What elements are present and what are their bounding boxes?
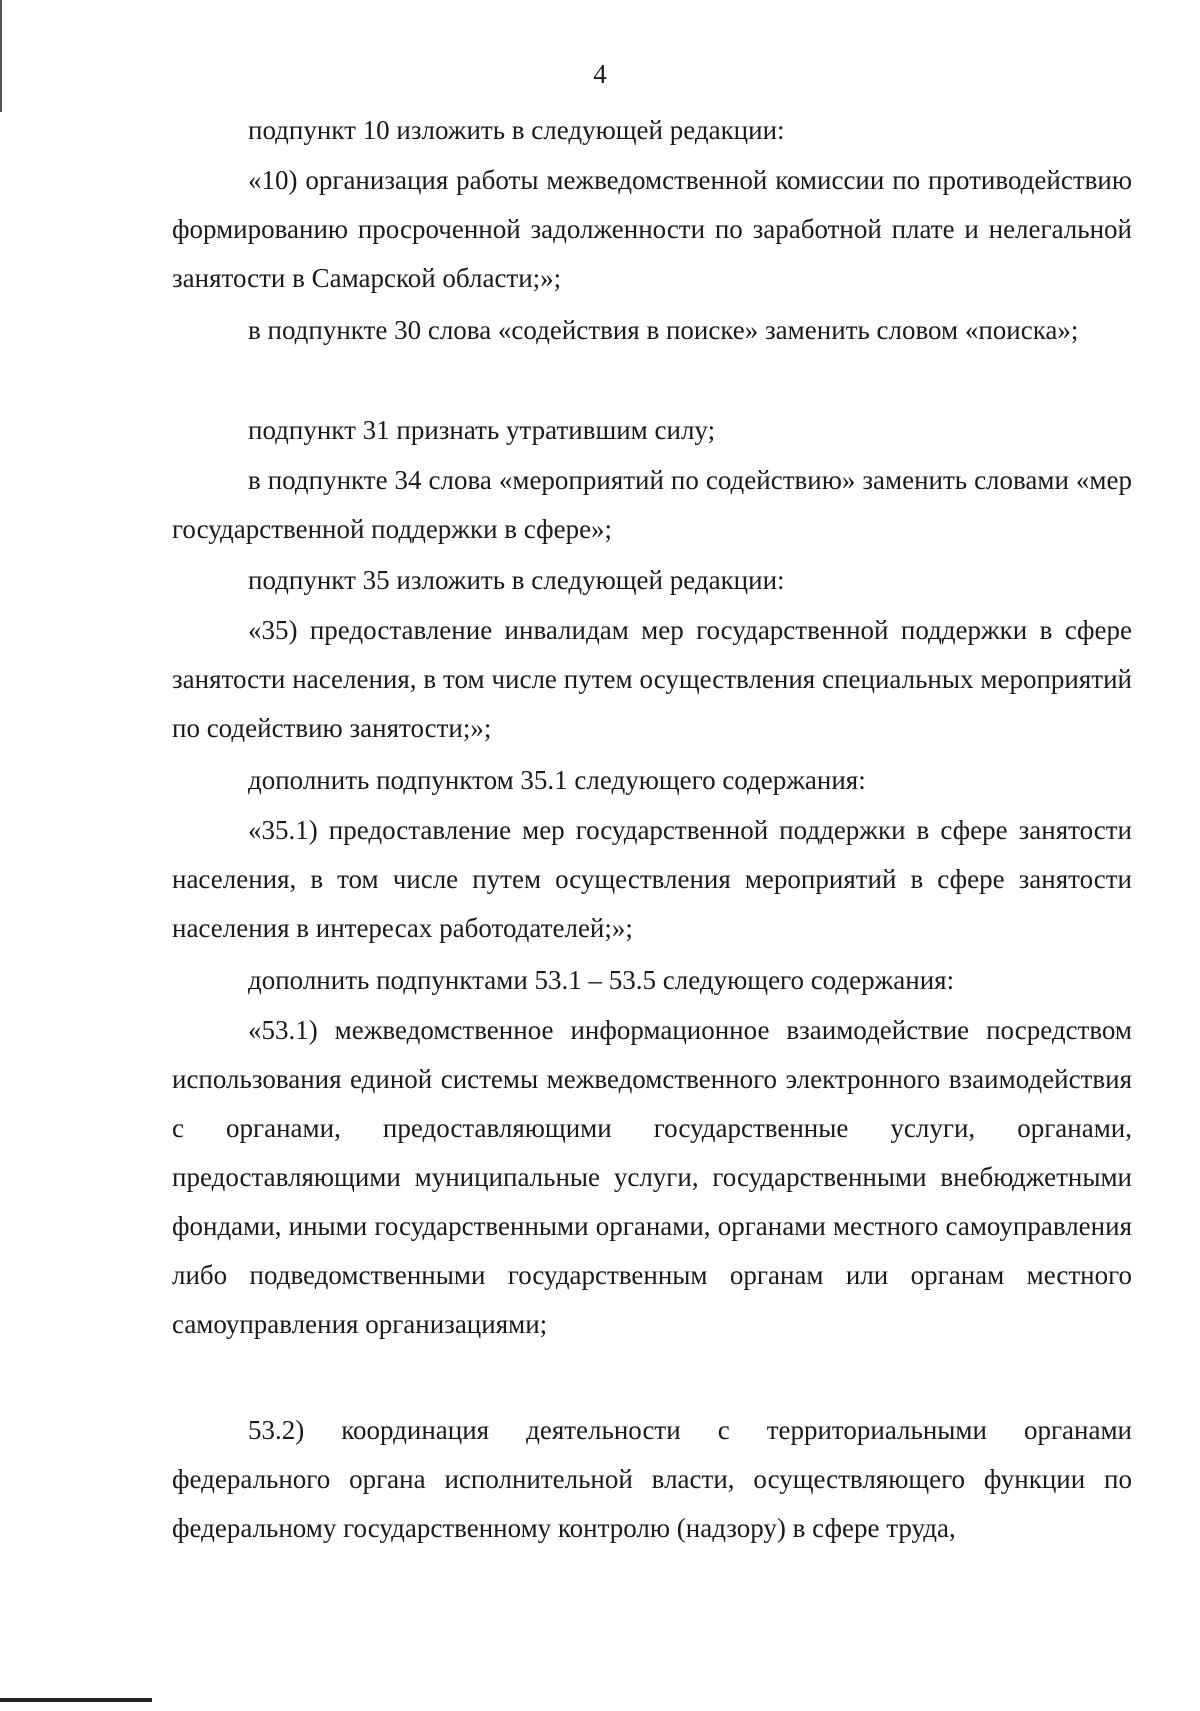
paragraph-11: «53.1) межведомственное информационное взаимодействие посредством использования единой системы межведомственного электронного взаимодействия с органами, предоставляющими государственные услуги, органами, предоставляющими муниципальные услуги, государственными внебюджетными фондами, иными государственными органами, органами местного самоуправления либо подведомственными государственным органам или органам местного самоуправления организациями; bbox=[172, 1015, 1132, 1339]
paragraph-3: в подпункте 30 слова «содействия в поиске» заменить словом «поиска»; bbox=[248, 315, 1079, 345]
paragraph-1: подпункт 10 изложить в следующей редакции: bbox=[248, 115, 785, 145]
paragraph-10: дополнить подпунктами 53.1 – 53.5 следующего содержания: bbox=[248, 965, 955, 995]
paragraph-8: дополнить подпунктом 35.1 следующего содержания: bbox=[248, 765, 866, 795]
paragraph-2: «10) организация работы межведомственной комиссии по противодействию формированию просроченной задолженности по заработной плате и нелегальной занятости в Самарской области;»; bbox=[172, 165, 1132, 293]
paragraph-12: 53.2) координация деятельности с территориальными органами федерального органа исполнительной власти, осуществляющего функции по федеральному государственному контролю (надзору) в сфере труда, bbox=[172, 1415, 1132, 1543]
paragraph-6: подпункт 35 изложить в следующей редакции: bbox=[248, 565, 785, 595]
paragraph-4: подпункт 31 признать утратившим силу; bbox=[248, 415, 716, 445]
paragraph-9: «35.1) предоставление мер государственной поддержки в сфере занятости населения, в том числе путем осуществления мероприятий в сфере занятости населения в интересах работодателей;»; bbox=[172, 815, 1132, 943]
scan-bottom-rule bbox=[0, 1698, 152, 1702]
page-number: 4 bbox=[593, 59, 607, 89]
paragraph-7: «35) предоставление инвалидам мер государственной поддержки в сфере занятости населения, в том числе путем осуществления специальных мероприятий по содействию занятости;»; bbox=[172, 615, 1132, 743]
paragraph-5: в подпункте 34 слова «мероприятий по содействию» заменить словами «мер государственной поддержки в сфере»; bbox=[172, 465, 1132, 544]
